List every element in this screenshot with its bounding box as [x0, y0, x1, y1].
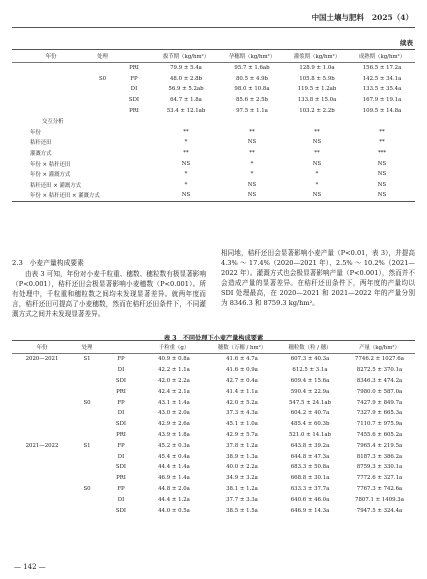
col-grain-weight: 千粒重（g）	[140, 341, 208, 354]
straw-cell	[72, 505, 102, 516]
value-cell: 103.2 ± 2.2b	[299, 107, 335, 114]
value-cell	[285, 116, 349, 127]
value-cell: 64.7 ± 1.8a	[170, 97, 202, 104]
value-cell: 142.5 ± 34.1a	[362, 75, 402, 82]
value-cell: 7965.4 ± 219.5a	[356, 442, 403, 449]
table-row	[12, 148, 415, 159]
irrigation-cell: DI	[117, 453, 125, 460]
table-row	[12, 408, 415, 419]
value-cell: 547.5 ± 24.1ab	[288, 399, 332, 406]
irrigation-cell: FP	[117, 356, 125, 363]
value-cell: 41.6 ± 0.9a	[226, 367, 258, 374]
col-jointing: 拔节期（kg/hm²）	[153, 50, 219, 63]
table-row	[12, 180, 415, 191]
col-blank	[115, 50, 153, 63]
value-cell: 44.4 ± 1.4a	[158, 464, 190, 471]
value-cell: 7327.9 ± 665.3a	[356, 410, 403, 417]
value-cell: *	[250, 171, 254, 178]
value-cell: 45.1 ± 1.0a	[226, 421, 258, 428]
value-cell: 668.8 ± 30.1a	[290, 475, 330, 482]
col-treatment: 处理	[90, 50, 115, 63]
value-cell: NS	[377, 181, 387, 188]
year-cell	[12, 376, 72, 387]
table-row	[12, 430, 415, 441]
irrigation-cell: PRI	[129, 107, 139, 114]
straw-cell	[72, 494, 102, 505]
value-cell	[219, 116, 285, 127]
year-cell	[12, 105, 90, 116]
value-cell: 105.8 ± 5.9b	[299, 75, 335, 82]
table-row	[12, 190, 415, 201]
irrigation-cell: PRI	[116, 431, 126, 438]
value-cell: 8759.3 ± 330.1a	[356, 464, 403, 471]
col-year: 年份	[12, 341, 72, 354]
value-cell: 43.1 ± 1.4a	[158, 399, 190, 406]
value-cell: 109.5 ± 14.8a	[362, 107, 402, 114]
irrigation-cell: FP	[117, 485, 125, 492]
value-cell: 41.4 ± 1.1a	[226, 388, 258, 395]
table-row	[12, 116, 415, 127]
year-cell: 年份	[30, 129, 41, 136]
col-booting: 孕穗期（kg/hm²）	[219, 50, 285, 63]
value-cell: **	[183, 150, 189, 157]
value-cell: **	[314, 128, 320, 135]
straw-cell	[72, 462, 102, 473]
col-yield: 产量（kg/hm²）	[344, 341, 415, 354]
value-cell: 38.9 ± 1.3a	[226, 453, 258, 460]
value-cell: **	[379, 128, 385, 135]
value-cell: *	[184, 171, 188, 178]
value-cell: *	[184, 181, 188, 188]
value-cell: 7947.5 ± 324.4a	[356, 507, 403, 514]
irrigation-cell: SDI	[115, 507, 127, 514]
table-row	[12, 451, 415, 462]
value-cell: 8272.5 ± 370.1a	[356, 367, 403, 374]
value-cell: **	[314, 150, 320, 157]
col-spike-number: 穗数（万穗 / hm²）	[208, 341, 276, 354]
value-cell: 167.9 ± 19.1a	[362, 97, 402, 104]
value-cell: 8187.3 ± 386.2a	[356, 453, 403, 460]
value-cell: 44.4 ± 1.2a	[158, 496, 190, 503]
value-cell: 45.4 ± 0.4a	[158, 453, 190, 460]
year-cell: 年份 × 秸秆还田 × 灌溉方式	[12, 190, 153, 201]
straw-cell: S1	[83, 442, 91, 449]
irrigation-cell: FP	[130, 75, 138, 82]
col-filling: 灌浆期（kg/hm²）	[285, 50, 349, 63]
value-cell: **	[379, 139, 385, 146]
value-cell: 42.9 ± 2.6a	[158, 421, 190, 428]
irrigation-cell: PRI	[116, 475, 126, 482]
value-cell: **	[183, 128, 189, 135]
year-cell: 秸秆还田 × 灌溉方式	[30, 182, 82, 189]
table-row	[12, 158, 415, 169]
irrigation-cell: PRI	[129, 65, 139, 72]
straw-cell	[90, 84, 115, 95]
straw-cell	[72, 473, 102, 484]
value-cell: 40.9 ± 0.8a	[158, 356, 190, 363]
value-cell: 40.0 ± 2.2a	[226, 464, 258, 471]
table-row	[12, 105, 415, 116]
table-row	[12, 169, 415, 180]
value-cell: 44.8 ± 2.0a	[158, 485, 190, 492]
value-cell: 7746.2 ± 1027.6a	[355, 356, 404, 363]
table-row	[12, 462, 415, 473]
year-cell	[12, 494, 72, 505]
table-row	[12, 440, 415, 451]
year-cell: 2020—2021	[25, 356, 59, 363]
value-cell: NS	[285, 190, 349, 201]
straw-cell	[72, 419, 102, 430]
value-cell: 609.4 ± 15.6a	[290, 377, 330, 384]
value-cell: 43.9 ± 1.8a	[158, 431, 190, 438]
irrigation-cell: SDI	[115, 464, 127, 471]
value-cell: 644.8 ± 47.3a	[290, 453, 330, 460]
value-cell: 128.9 ± 1.0a	[299, 65, 335, 72]
value-cell	[153, 116, 219, 127]
value-cell: 53.4 ± 12.1ab	[166, 107, 206, 114]
value-cell: 42.0 ± 5.2a	[226, 399, 258, 406]
straw-cell	[90, 95, 115, 106]
straw-cell	[72, 386, 102, 397]
section-text-right: 相同地，秸秆还田会显著影响小麦产量（P<0.01，表 3），并提高 4.3% ～ 17.4%（2020—2021 年）、2.5% ～ 10.2%（2021—2022 年）。灌溉方式也会极显著影响产量（P<0.001），然而并不会造成产量的显著差异。在秸秆还田条件下，两年度的产量均以 SDI 处理最高，在 2020—2021 和 2021—2022 年的产量分别为 8346.3 和 8759.3 kg/hm²。	[221, 249, 415, 308]
value-cell: 85.6 ± 2.5b	[236, 97, 268, 104]
value-cell: 42.7 ± 0.4a	[226, 377, 258, 384]
year-cell	[12, 408, 72, 419]
col-treatment: 处理	[72, 341, 102, 354]
year-cell	[12, 430, 72, 441]
value-cell: 633.3 ± 37.7a	[290, 485, 330, 492]
value-cell: 37.3 ± 4.3a	[226, 410, 258, 417]
table-row	[12, 484, 415, 495]
value-cell: 604.2 ± 40.7a	[290, 410, 330, 417]
issue-label: 2025（4）	[371, 13, 413, 22]
table-row	[12, 354, 415, 365]
value-cell: NS	[247, 139, 257, 146]
straw-cell	[72, 365, 102, 376]
header-rule	[12, 27, 415, 28]
value-cell: NS	[153, 190, 219, 201]
table-row	[12, 74, 415, 85]
col-maturity: 成熟期（kg/hm²）	[349, 50, 415, 63]
value-cell: 43.0 ± 2.0a	[158, 410, 190, 417]
section-heading: 2.3 小麦产量构成要素	[12, 259, 84, 267]
table-continued-label: 续表	[400, 39, 413, 47]
value-cell: 7772.6 ± 327.1a	[356, 475, 403, 482]
value-cell: 521.0 ± 14.1ab	[288, 431, 332, 438]
table-row	[12, 137, 415, 148]
value-cell: 46.9 ± 1.4a	[158, 475, 190, 482]
table-row	[12, 473, 415, 484]
value-cell: NS	[377, 171, 387, 178]
straw-cell	[72, 376, 102, 387]
value-cell: *	[315, 181, 319, 188]
col-year: 年份	[12, 50, 90, 63]
value-cell: 7455.6 ± 605.2a	[356, 431, 403, 438]
value-cell: NS	[377, 160, 387, 167]
value-cell: 34.9 ± 3.2a	[226, 475, 258, 482]
irrigation-cell: SDI	[115, 421, 127, 428]
irrigation-cell: FP	[117, 399, 125, 406]
value-cell: 607.3 ± 40.3a	[290, 356, 330, 363]
value-cell: 42.2 ± 1.1a	[158, 367, 190, 374]
year-cell: 灌溉方式	[30, 151, 52, 158]
irrigation-cell: PRI	[116, 388, 126, 395]
straw-cell: S0	[83, 485, 91, 492]
value-cell: 44.0 ± 0.5a	[158, 507, 190, 514]
value-cell: 7980.0 ± 587.0a	[356, 388, 403, 395]
year-cell: 秸秆还田	[30, 140, 52, 147]
value-cell: 612.5 ± 3.1a	[292, 367, 328, 374]
running-header	[312, 12, 413, 23]
table-row	[12, 95, 415, 106]
year-cell: 年份 × 秸秆还田	[30, 161, 71, 168]
table-row	[12, 376, 415, 387]
straw-cell	[72, 408, 102, 419]
col-grains-per-spike: 穗粒数（粒 / 穗）	[276, 341, 344, 354]
value-cell: 646.9 ± 14.3a	[290, 507, 330, 514]
year-cell	[12, 386, 72, 397]
year-cell	[12, 84, 90, 95]
year-cell: 2021—2022	[25, 442, 59, 449]
straw-cell: S1	[83, 356, 91, 363]
value-cell: *	[315, 171, 319, 178]
value-cell: 56.9 ± 5.2ab	[168, 86, 204, 93]
table-row	[12, 386, 415, 397]
value-cell: 42.0 ± 2.2a	[158, 377, 190, 384]
year-cell	[12, 419, 72, 430]
value-cell: *	[184, 139, 188, 146]
value-cell: 42.4 ± 2.1a	[158, 388, 190, 395]
value-cell: 42.9 ± 5.7a	[226, 431, 258, 438]
value-cell: 156.5 ± 17.2a	[362, 65, 402, 72]
irrigation-cell: DI	[117, 367, 125, 374]
col-blank	[102, 341, 140, 354]
year-cell	[12, 95, 90, 106]
table-1-continued	[12, 50, 415, 202]
straw-cell	[72, 451, 102, 462]
year-cell	[12, 505, 72, 516]
table-row	[12, 494, 415, 505]
table-row	[12, 127, 415, 138]
value-cell: 119.5 ± 1.2ab	[297, 86, 337, 93]
value-cell: NS	[247, 181, 257, 188]
year-cell: 年份 × 灌溉方式	[30, 172, 71, 179]
table-header-row	[12, 341, 415, 354]
irrigation-cell: SDI	[128, 97, 140, 104]
journal-name: 中国土壤与肥料	[311, 13, 365, 22]
table-row	[12, 419, 415, 430]
value-cell: NS	[312, 139, 322, 146]
section-text-left: 由表 3 可知，年份对小麦千粒重、穗数、穗粒数有极显著影响（P<0.001），秸秆还田会极显著影响小麦穗数（P<0.001）。所有处理中，千粒重和穗粒数之间均未发现显著差异。就两年度而言，秸秆还田可提高了小麦穗数，然而在秸秆还田条件下，不同灌溉方式之间并未发现显著差异。	[12, 270, 206, 319]
value-cell: 7767.3 ± 742.6a	[356, 485, 403, 492]
value-cell: 37.8 ± 1.2a	[226, 442, 258, 449]
value-cell: 7807.1 ± 1409.3a	[355, 496, 404, 503]
table-3	[12, 340, 415, 516]
table-row	[12, 365, 415, 376]
year-cell	[12, 484, 72, 495]
irrigation-cell: DI	[117, 410, 125, 417]
value-cell: 37.7 ± 3.3a	[226, 496, 258, 503]
value-cell: 48.0 ± 2.8b	[170, 75, 202, 82]
value-cell: 640.6 ± 46.0a	[290, 496, 330, 503]
year-cell	[12, 365, 72, 376]
value-cell: 683.3 ± 50.8a	[290, 464, 330, 471]
irrigation-cell: DI	[130, 86, 138, 93]
straw-cell: S0	[83, 399, 91, 406]
value-cell: 8346.3 ± 474.2a	[356, 377, 403, 384]
irrigation-cell: FP	[117, 442, 125, 449]
value-cell: *	[250, 160, 254, 167]
value-cell: 97.5 ± 1.1a	[236, 107, 268, 114]
value-cell: NS	[349, 190, 415, 201]
straw-cell: S0	[98, 75, 107, 82]
year-cell	[12, 451, 72, 462]
table-row	[12, 84, 415, 95]
value-cell: 45.2 ± 0.3a	[158, 442, 190, 449]
straw-cell	[90, 63, 115, 74]
value-cell	[349, 116, 415, 127]
value-cell: 643.8 ± 39.2a	[290, 442, 330, 449]
value-cell: 7427.9 ± 849.7a	[356, 399, 403, 406]
value-cell: 133.8 ± 15.0a	[297, 97, 337, 104]
value-cell: **	[249, 150, 255, 157]
table-row	[12, 63, 415, 74]
year-cell	[12, 74, 90, 85]
irrigation-cell: DI	[117, 496, 125, 503]
table-row	[12, 505, 415, 516]
year-cell	[12, 462, 72, 473]
value-cell: 41.6 ± 4.7a	[226, 356, 258, 363]
value-cell: 590.4 ± 22.9a	[290, 388, 330, 395]
table-row	[12, 397, 415, 408]
value-cell: ***	[377, 150, 387, 157]
value-cell: **	[249, 128, 255, 135]
straw-cell	[72, 430, 102, 441]
value-cell: NS	[312, 160, 322, 167]
value-cell: 80.5 ± 4.9b	[236, 75, 268, 82]
year-cell	[12, 473, 72, 484]
value-cell: 38.1 ± 1.2a	[226, 485, 258, 492]
value-cell: 79.9 ± 5.4a	[170, 65, 202, 72]
value-cell: 95.7 ± 1.6ab	[234, 65, 270, 72]
value-cell: NS	[181, 160, 191, 167]
year-cell: 交互分析	[42, 119, 64, 126]
straw-cell	[90, 105, 115, 116]
table-3-caption: 表 3 不同处理下小麦产量构成要素	[163, 335, 264, 342]
value-cell: 133.5 ± 35.4a	[362, 86, 402, 93]
value-cell: NS	[219, 190, 285, 201]
year-cell	[12, 63, 90, 74]
table-header-row	[12, 50, 415, 63]
value-cell: 485.4 ± 60.3b	[290, 421, 330, 428]
page-number: — 142 —	[14, 563, 46, 571]
value-cell: 98.0 ± 10.8a	[234, 86, 270, 93]
year-cell	[12, 397, 72, 408]
value-cell: 38.5 ± 1.5a	[226, 507, 258, 514]
value-cell: 7110.7 ± 975.9a	[356, 421, 403, 428]
irrigation-cell: SDI	[115, 377, 127, 384]
